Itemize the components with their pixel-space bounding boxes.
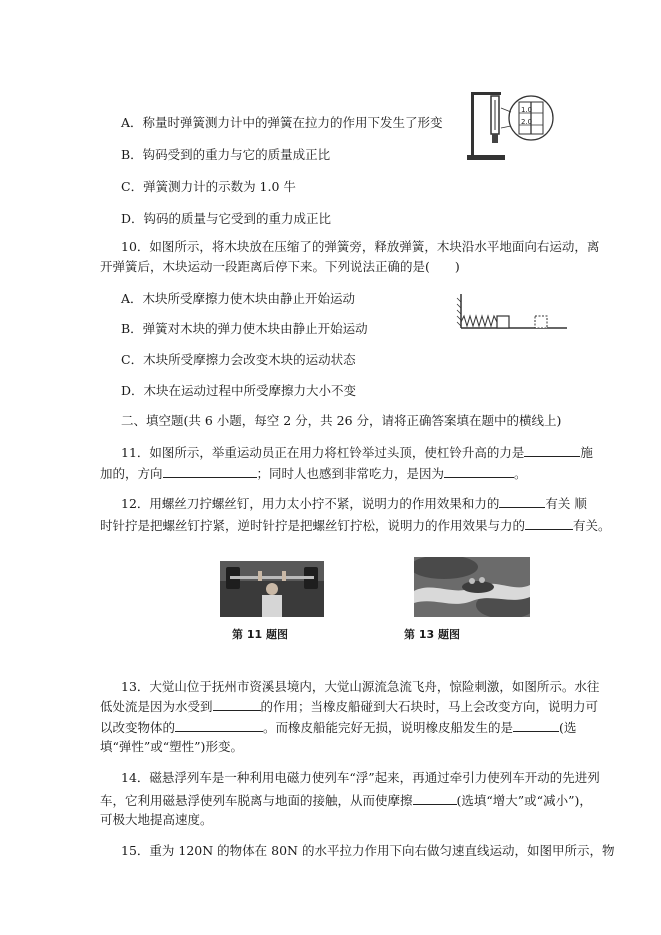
q13-text-6: (选 (559, 720, 577, 735)
q12-line-2 (100, 517, 611, 534)
q10-option-c: C．木块所受摩擦力会改变木块的运动状态 (121, 352, 356, 367)
q14-line-2 (100, 792, 592, 809)
q12-text-4: 有关。 (573, 518, 611, 533)
q12-text-2: 有关 顺 (545, 496, 587, 511)
section-title: 二、填空题(共 6 小题，每空 2 分，共 26 分，请将正确答案填在题中的横线上) (121, 413, 562, 428)
q13-line-2 (100, 698, 598, 715)
fig11-caption: 第 11 题图 (232, 628, 288, 641)
q14-text-3: (选填“增大”或“减小”)， (456, 793, 592, 808)
q14-line-3: 可极大地提高速度。 (100, 812, 213, 827)
q11-blank-1[interactable] (524, 444, 580, 457)
spring-block-figure (455, 292, 570, 332)
q10-option-d: D．木块在运动过程中所受摩擦力大小不变 (121, 383, 357, 398)
rafting-photo (414, 557, 530, 617)
q11-text-3: 加的，方向 (100, 466, 163, 481)
q14-text-2: 车，它利用磁悬浮使列车脱离与地面的接触，从而使摩擦 (100, 793, 413, 808)
q13-line-1: 13．大觉山位于抚州市资溪县境内，大觉山源流急流飞舟，惊险刺激，如图所示。水往 (121, 679, 600, 694)
q12-line-1 (121, 495, 587, 512)
q15-line-1: 15．重为 120N 的物体在 80N 的水平拉力作用下向右做匀速直线运动，如图甲所示，物 (121, 843, 615, 858)
q11-text-1: 11．如图所示，举重运动员正在用力将杠铃举过头顶，使杠铃升高的力是 (121, 445, 525, 460)
q9-option-b: B．钩码受到的重力与它的质量成正比 (121, 147, 331, 162)
q13-text-4: 以改变物体的 (100, 720, 176, 735)
q9-option-a: A．称量时弹簧测力计中的弹簧在拉力的作用下发生了形变 (121, 115, 443, 130)
spring-scale-figure (465, 88, 555, 163)
scale-mark-1: 1.0 (521, 106, 533, 114)
q12-text-3: 时针拧是把螺丝钉拧紧，逆时针拧是把螺丝钉拧松，说明力的作用效果与力的 (100, 518, 526, 533)
fig13-caption: 第 13 题图 (404, 628, 460, 641)
q9-option-d: D．钩码的质量与它受到的重力成正比 (121, 211, 332, 226)
q10-option-a: A．木块所受摩擦力使木块由静止开始运动 (121, 291, 356, 306)
q13-text-5: 。而橡皮船能完好无损，说明橡皮船发生的是 (263, 720, 514, 735)
q11-text-2: 施 (580, 445, 593, 460)
q11-line-2 (100, 465, 527, 482)
q11-line-1 (121, 444, 593, 461)
q10-stem-2: 开弹簧后，木块运动一段距离后停下来。下列说法正确的是( ) (100, 259, 460, 274)
q13-text-3: 的作用；当橡皮船碰到大石块时，马上会改变方向，说明力可 (260, 699, 599, 714)
q9-option-c: C．弹簧测力计的示数为 1.0 牛 (121, 179, 296, 194)
q13-blank-1[interactable] (213, 698, 261, 711)
q13-line-3 (100, 719, 576, 736)
q13-blank-2[interactable] (175, 719, 263, 732)
q11-blank-3[interactable] (444, 465, 514, 478)
q13-line-4: 填“弹性”或“塑性”)形变。 (100, 739, 243, 754)
q14-blank-1[interactable] (413, 792, 457, 805)
weightlifter-photo (220, 561, 324, 617)
q13-blank-3[interactable] (513, 719, 559, 732)
q10-stem-1: 10．如图所示，将木块放在压缩了的弹簧旁，释放弹簧，木块沿水平地面向右运动，离 (121, 239, 600, 254)
q11-text-4: ；同时人也感到非常吃力，是因为 (256, 466, 445, 481)
q11-blank-2[interactable] (163, 465, 257, 478)
q11-text-5: 。 (514, 466, 527, 481)
q14-line-1: 14．磁悬浮列车是一种利用电磁力使列车“浮”起来，再通过牵引力使列车开动的先进列 (121, 770, 600, 785)
q13-text-2: 低处流是因为水受到 (100, 699, 213, 714)
q10-option-b: B．弹簧对木块的弹力使木块由静止开始运动 (121, 321, 368, 336)
q12-text-1: 12．用螺丝刀拧螺丝钉，用力太小拧不紧，说明力的作用效果和力的 (121, 496, 500, 511)
q12-blank-1[interactable] (499, 495, 545, 508)
scale-mark-2: 2.0 (521, 118, 533, 126)
q12-blank-2[interactable] (525, 517, 573, 530)
